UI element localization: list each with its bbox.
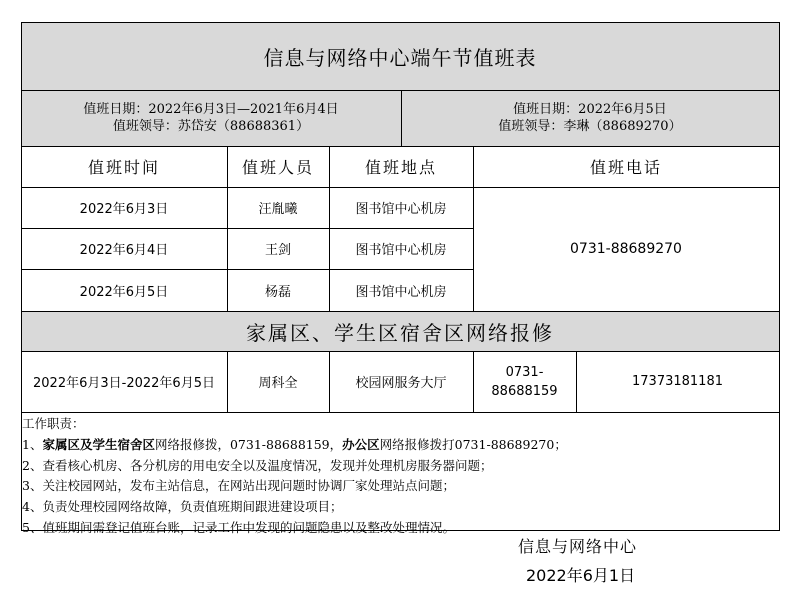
duties-block [22,414,778,539]
grid-line [21,22,780,23]
grid-line [329,351,330,412]
row3-person: 杨磊 [264,284,291,300]
row2-location: 图书馆中心机房 [355,243,447,258]
duty-phone: 0731-88689270 [570,241,682,257]
row3-date: 2022年6月5日 [79,284,169,300]
section2-title: 家属区、学生区宿舍区网络报修 [246,320,554,345]
grid-line [21,311,780,312]
row3-location: 图书馆中心机房 [355,284,447,300]
duty-item-1-text1: 网络报修拨，0731-88688159， [154,436,343,452]
grid-line [329,146,330,311]
col-header-phone: 值班电话 [589,158,662,177]
duty-item-4: 4、负责处理校园网络故障，负责值班期间跟进建设项目； [22,499,343,515]
duty-leader-left: 值班领导：苏岱安（88688361） [112,119,310,134]
row1-date: 2022年6月3日 [79,202,169,217]
row2-person: 王剑 [264,243,291,258]
grid-line [227,146,228,311]
grid-line [21,269,473,270]
duty-item-1-bold1: 家属区及学生宿舍区 [42,436,155,452]
page-title: 信息与网络中心端午节值班表 [263,45,537,70]
grid-line [473,146,474,311]
section2-location: 校园网服务大厅 [355,376,447,391]
duty-info-left [21,90,401,146]
duty-item-1-text2: 网络报修拨打0731-88689270； [379,436,567,452]
section2-phone1 [473,351,576,412]
row2-date: 2022年6月4日 [79,243,169,258]
row1-location: 图书馆中心机房 [355,202,447,217]
section2-person: 周科全 [258,376,298,391]
section2-phone2: 17373181181 [632,374,723,389]
section2-phone1-line1: 0731- [505,364,544,380]
grid-line [21,412,780,413]
col-header-location: 值班地点 [364,158,437,177]
duty-item-5: 5、值班期间需登记值班台账，记录工作中发现的问题隐患以及整改处理情况。 [22,519,455,535]
duty-leader-right: 值班领导：李琳（88689270） [498,119,682,134]
footer-org: 信息与网络中心 [518,537,638,556]
col-header-time: 值班时间 [87,158,160,177]
section2-phone1-line2: 88688159 [491,383,558,399]
grid-line [401,90,402,146]
grid-line [21,146,780,147]
duty-item-1-bold2: 办公区 [342,436,380,452]
duty-item-1-prefix: 1、 [22,436,43,452]
grid-line [576,351,577,412]
duty-item-3: 3、关注校园网站，发布主站信息，在网站出现问题时协调厂家处理站点问题； [22,478,455,494]
duty-info-right [401,90,779,146]
duties-heading: 工作职责： [22,416,85,431]
col-header-person: 值班人员 [241,158,314,177]
footer-date: 2022年6月1日 [526,566,636,585]
duty-item-1 [22,435,778,456]
row1-person: 汪胤曦 [258,202,298,217]
grid-line [21,187,780,188]
duty-item-2: 2、查看核心机房、各分机房的用电安全以及温度情况，发现并处理机房服务器问题； [22,457,493,473]
duty-date-left: 值班日期：2022年6月3日—2021年6月4日 [83,102,339,117]
grid-line [21,22,22,530]
grid-line [227,351,228,412]
grid-line [779,22,780,530]
grid-line [21,351,780,352]
grid-line [473,351,474,412]
grid-line [21,530,780,531]
grid-line [21,228,473,229]
section2-date: 2022年6月3日-2022年6月5日 [33,376,215,391]
duty-date-right: 值班日期：2022年6月5日 [513,102,667,117]
